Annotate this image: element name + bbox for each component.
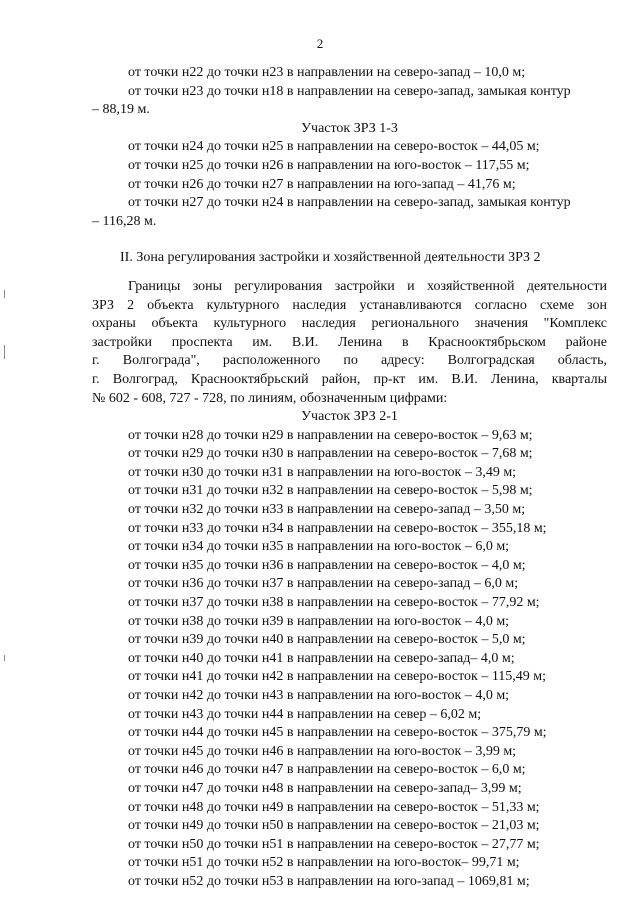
scan-edge-mark — [4, 290, 5, 298]
section-title: Участок ЗРЗ 2-1 — [301, 409, 398, 425]
boundary-line: от точки н32 до точки н33 в направлении на северо-запад – 3,50 м; — [128, 502, 526, 518]
paragraph-line: ЗРЗ 2 объекта культурного наследия устанавливаются согласно схеме зон — [92, 297, 607, 313]
boundary-line-continuation: – 116,28 м. — [92, 213, 157, 229]
boundary-line: от точки н45 до точки н46 в направлении на юго-восток – 3,99 м; — [128, 743, 517, 759]
paragraph-line: г. Волгоград, Краснооктябрьский район, пр-кт им. В.И. Ленина, кварталы — [92, 371, 607, 387]
boundary-line: от точки н46 до точки н47 в направлении на северо-восток – 6,0 м; — [128, 762, 526, 778]
boundary-line: от точки н40 до точки н41 в направлении на северо-запад– 4,0 м; — [128, 650, 515, 666]
boundary-line: от точки н37 до точки н38 в направлении на северо-восток – 77,92 м; — [128, 595, 540, 611]
paragraph-line: № 602 - 608, 727 - 728, по линиям, обозначенным цифрами: — [92, 390, 448, 406]
paragraph-line: застройки проспекта им. В.И. Ленина в Краснооктябрьском районе — [92, 334, 607, 350]
boundary-line: от точки н43 до точки н44 в направлении на север – 6,02 м; — [128, 706, 482, 722]
boundary-line: от точки н42 до точки н43 в направлении на юго-восток – 4,0 м; — [128, 688, 510, 703]
boundary-line: от точки н29 до точки н30 в направлении на северо-восток – 7,68 м; — [128, 446, 533, 462]
boundary-line: от точки н27 до точки н24 в направлении на северо-запад, замыкая контур — [128, 195, 571, 211]
boundary-line: от точки н47 до точки н48 в направлении на северо-запад– 3,99 м; — [128, 780, 522, 796]
boundary-line: от точки н39 до точки н40 в направлении на северо-восток – 5,0 м; — [128, 632, 526, 648]
boundary-line: от точки н31 до точки н32 в направлении на северо-восток – 5,98 м; — [128, 483, 533, 499]
boundary-line: от точки н23 до точки н18 в направлении на северо-запад, замыкая контур — [128, 83, 571, 99]
paragraph-line: Границы зоны регулирования застройки и хозяйственной деятельности — [128, 278, 607, 294]
boundary-line: от точки н49 до точки н50 в направлении на северо-восток – 21,03 м; — [128, 818, 540, 834]
boundary-line: от точки н36 до точки н37 в направлении на северо-запад – 6,0 м; — [128, 576, 519, 592]
boundary-line: от точки н28 до точки н29 в направлении на северо-восток – 9,63 м; — [128, 427, 533, 443]
boundary-line: от точки н22 до точки н23 в направлении на северо-запад – 10,0 м; — [128, 65, 526, 80]
boundary-line: от точки н38 до точки н39 в направлении на юго-восток – 4,0 м; — [128, 613, 510, 629]
zone-description — [92, 278, 607, 408]
boundary-line: от точки н50 до точки н51 в направлении на северо-восток – 27,77 м; — [128, 836, 540, 852]
boundary-line-continuation: – 88,19 м. — [92, 102, 150, 118]
page-number: 2 — [316, 36, 324, 51]
zone-heading: II. Зона регулирования застройки и хозяйственной деятельности ЗРЗ 2 — [120, 250, 541, 266]
boundary-line: от точки н51 до точки н52 в направлении на юго-восток– 99,71 м; — [128, 855, 520, 871]
boundary-line: от точки н33 до точки н34 в направлении на северо-восток – 355,18 м; — [128, 520, 547, 536]
boundary-line: от точки н25 до точки н26 в направлении на юго-восток – 117,55 м; — [128, 157, 530, 173]
boundary-line: от точки н30 до точки н31 в направлении на юго-восток – 3,49 м; — [128, 464, 517, 480]
document-body — [92, 64, 607, 892]
paragraph-line: г. Волгограда", расположенного по адресу: Волгоградская область, — [92, 353, 607, 369]
boundary-line: от точки н44 до точки н45 в направлении на северо-восток – 375,79 м; — [128, 725, 547, 741]
section-title: Участок ЗРЗ 1-3 — [301, 120, 398, 136]
scan-edge-mark — [4, 655, 5, 661]
boundary-line: от точки н26 до точки н27 в направлении на юго-запад – 41,76 м; — [128, 176, 516, 192]
scan-edge-mark — [4, 345, 5, 359]
boundary-line: от точки н24 до точки н25 в направлении на северо-восток – 44,05 м; — [128, 139, 540, 155]
boundary-line: от точки н52 до точки н53 в направлении на юго-запад – 1069,81 м; — [128, 873, 530, 889]
boundary-line: от точки н34 до точки н35 в направлении на юго-восток – 6,0 м; — [128, 539, 510, 555]
boundary-line: от точки н41 до точки н42 в направлении на северо-восток – 115,49 м; — [128, 669, 547, 685]
boundary-list — [92, 427, 607, 892]
boundary-line: от точки н35 до точки н36 в направлении на северо-восток – 4,0 м; — [128, 557, 526, 573]
boundary-line: от точки н48 до точки н49 в направлении на северо-восток – 51,33 м; — [128, 799, 540, 815]
paragraph-line: охраны объекта культурного наследия регионального значения "Комплекс — [92, 316, 607, 332]
